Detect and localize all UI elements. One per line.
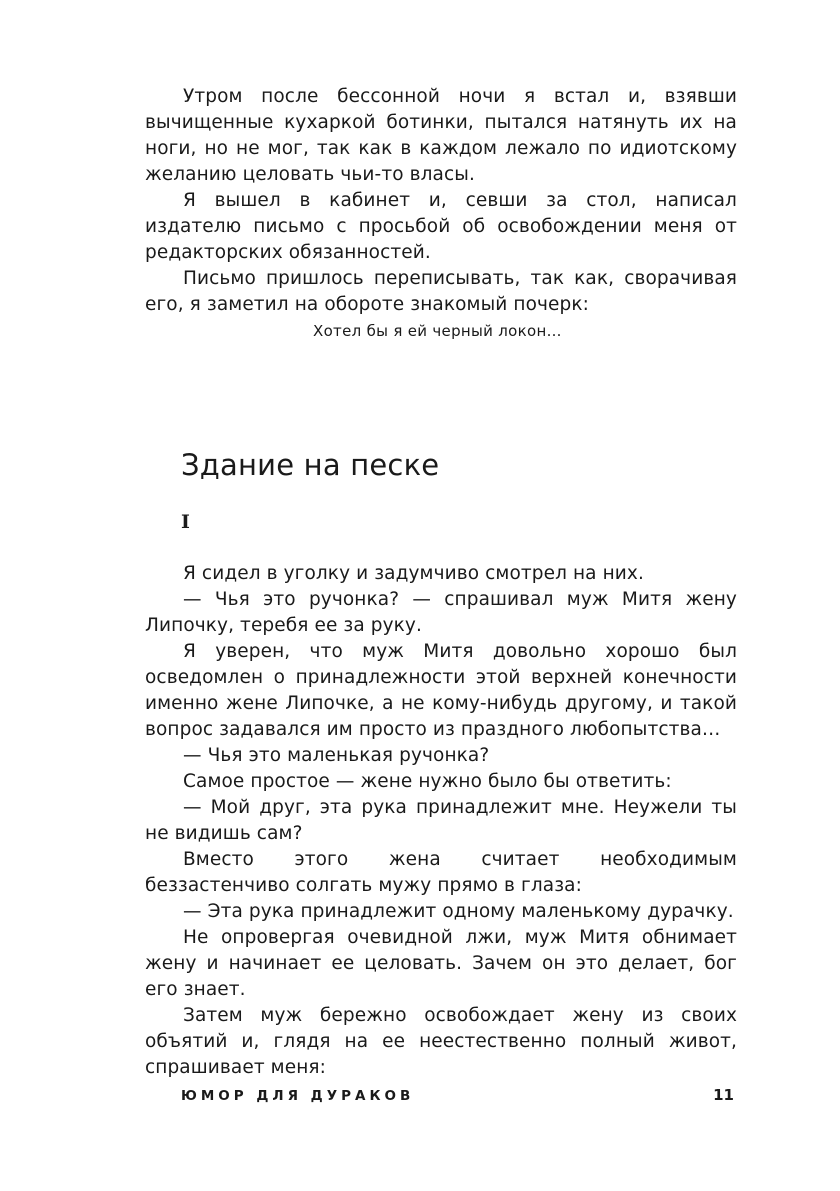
paragraph: Затем муж бережно освобождает жену из своих объятий и, глядя на ее неестественно полный живот, спрашивает меня: bbox=[145, 1005, 737, 1078]
paragraph: Самое простое — жене нужно было бы ответить: bbox=[183, 771, 672, 792]
paragraph: Утром после бессонной ночи я встал и, взявши вычищенные кухаркой ботинки, пытался натянуть их на ноги, но не мог, так как в каждом лежало по идиотскому желанию целовать чьи-то власы. bbox=[145, 86, 737, 185]
paragraph: Я сидел в уголку и задумчиво смотрел на них. bbox=[183, 563, 644, 584]
section-title: Здание на песке bbox=[181, 448, 440, 482]
body-text-block bbox=[145, 561, 737, 1081]
verse-line: Хотел бы я ей черный локон… bbox=[313, 322, 562, 340]
running-footer-title: ЮМОР ДЛЯ ДУРАКОВ bbox=[181, 1088, 415, 1104]
paragraph: Я уверен, что муж Митя довольно хорошо был осведомлен о принадлежности этой верхней конечности именно жене Липочке, а не кому-нибудь другому, и такой вопрос задавался им просто из праздного любопытства… bbox=[145, 641, 737, 740]
paragraph: Я вышел в кабинет и, севши за стол, написал издателю письмо с просьбой об освобождении меня от редакторских обязанностей. bbox=[145, 190, 737, 263]
paragraph: Не опровергая очевидной лжи, муж Митя обнимает жену и начинает ее целовать. Зачем он это делает, бог его знает. bbox=[145, 927, 737, 1000]
paragraph: Вместо этого жена считает необходимым беззастенчиво солгать мужу прямо в глаза: bbox=[145, 849, 737, 896]
paragraph: — Эта рука принадлежит одному маленькому дурачку. bbox=[183, 901, 734, 922]
chapter-number: I bbox=[181, 511, 190, 533]
paragraph: — Чья это маленькая ручонка? bbox=[183, 745, 490, 766]
paragraph: Письмо пришлось переписывать, так как, сворачивая его, я заметил на обороте знакомый почерк: bbox=[145, 268, 737, 315]
top-text-block bbox=[145, 84, 737, 344]
paragraph: — Мой друг, эта рука принадлежит мне. Неужели ты не видишь сам? bbox=[145, 797, 737, 844]
page-number: 11 bbox=[713, 1086, 734, 1104]
paragraph: — Чья это ручонка? — спрашивал муж Митя жену Липочку, теребя ее за руку. bbox=[145, 589, 737, 636]
